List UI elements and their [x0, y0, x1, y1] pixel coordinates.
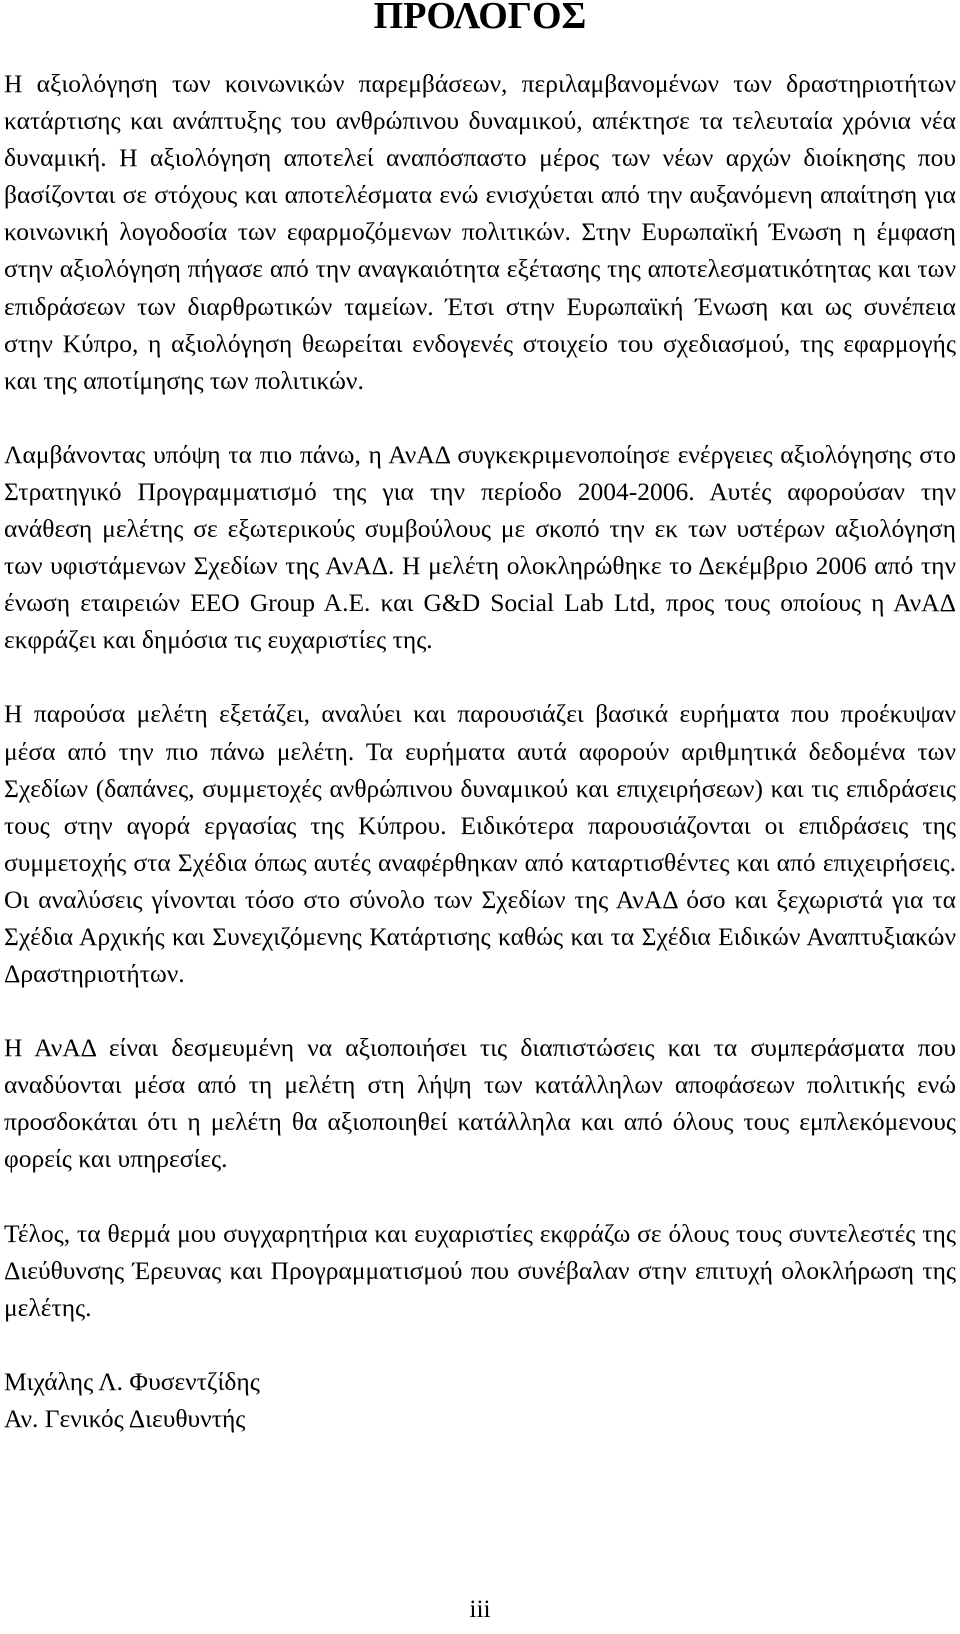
page-number: iii [469, 1594, 491, 1623]
signature-block [4, 1363, 956, 1437]
page-title: ΠΡΟΛΟΓΟΣ [373, 0, 587, 37]
paragraph-2: Λαμβάνοντας υπόψη τα πιο πάνω, η ΑνΑΔ συγκεκριμενοποίησε ενέργειες αξιολόγησης στο Στρατηγικό Προγραμματισμό της για την περίοδο 2004-2006. Αυτές αφορούσαν την ανάθεση μελέτης σε εξωτερικούς συμβούλους με σκοπό την εκ των υστέρων αξιολόγηση των υφιστάμενων Σχεδίων της ΑνΑΔ. Η μελέτη ολοκληρώθηκε το Δεκέμβριο 2006 από την ένωση εταιρειών EEO Group A.E. και G&D Social Lab Ltd, προς τους οποίους η ΑνΑΔ εκφράζει και δημόσια τις ευχαριστίες της. [4, 439, 956, 655]
paragraph-5: Τέλος, τα θερμά μου συγχαρητήρια και ευχαριστίες εκφράζω σε όλους τους συντελεστές της Διεύθυνσης Έρευνας και Προγραμματισμού που συνέβαλαν στην επιτυχή ολοκλήρωση της μελέτης. [4, 1218, 956, 1322]
body-text [4, 65, 956, 1437]
paragraph-1: Η αξιολόγηση των κοινωνικών παρεμβάσεων, περιλαμβανομένων των δραστηριοτήτων κατάρτισης και ανάπτυξης του ανθρώπινου δυναμικού, απέκτησε τα τελευταία χρόνια νέα δυναμική. Η αξιολόγηση αποτελεί αναπόσπαστο μέρος των νέων αρχών διοίκησης που βασίζονται σε στόχους και αποτελέσματα ενώ ενισχύεται από την αυξανόμενη απαίτηση για κοινωνική λογοδοσία των εφαρμοζόμενων πολιτικών. Στην Ευρωπαϊκή Ένωση η έμφαση στην αξιολόγηση πήγασε από την αναγκαιότητα εξέτασης της αποτελεσματικότητας και των επιδράσεων των διαρθρωτικών ταμείων. Έτσι στην Ευρωπαϊκή Ένωση και ως συνέπεια στην Κύπρο, η αξιολόγηση θεωρείται ενδογενές στοιχείο του σχεδιασμού, της εφαρμογής και της αποτίμησης των πολιτικών. [4, 69, 956, 395]
paragraph-3: Η παρούσα μελέτη εξετάζει, αναλύει και παρουσιάζει βασικά ευρήματα που προέκυψαν μέσα από την πιο πάνω μελέτη. Τα ευρήματα αυτά αφορούν αριθμητικά δεδομένα των Σχεδίων (δαπάνες, συμμετοχές ανθρώπινου δυναμικού και επιχειρήσεων) και τις επιδράσεις τους στην αγορά εργασίας της Κύπρου. Ειδικότερα παρουσιάζονται οι επιδράσεις της συμμετοχής στα Σχέδια όπως αυτές αναφέρθηκαν από καταρτισθέντες και από επιχειρήσεις. Οι αναλύσεις γίνονται τόσο στο σύνολο των Σχεδίων της ΑνΑΔ όσο και ξεχωριστά για τα Σχέδια Αρχικής και Συνεχιζόμενης Κατάρτισης καθώς και τα Σχέδια Ειδικών Αναπτυξιακών Δραστηριοτήτων. [4, 699, 956, 989]
signatory-role: Αν. Γενικός Διευθυντής [4, 1403, 246, 1433]
paragraph-4: Η ΑνΑΔ είναι δεσμευμένη να αξιοποιήσει τις διαπιστώσεις και τα συμπεράσματα που αναδύονται μέσα από τη μελέτη στη λήψη των κατάλληλων αποφάσεων πολιτικής ενώ προσδοκάται ότι η μελέτη θα αξιοποιηθεί κατάλληλα και από όλους τους εμπλεκόμενους φορείς και υπηρεσίες. [4, 1033, 956, 1174]
signatory-name: Μιχάλης Λ. Φυσεντζίδης [4, 1366, 260, 1396]
